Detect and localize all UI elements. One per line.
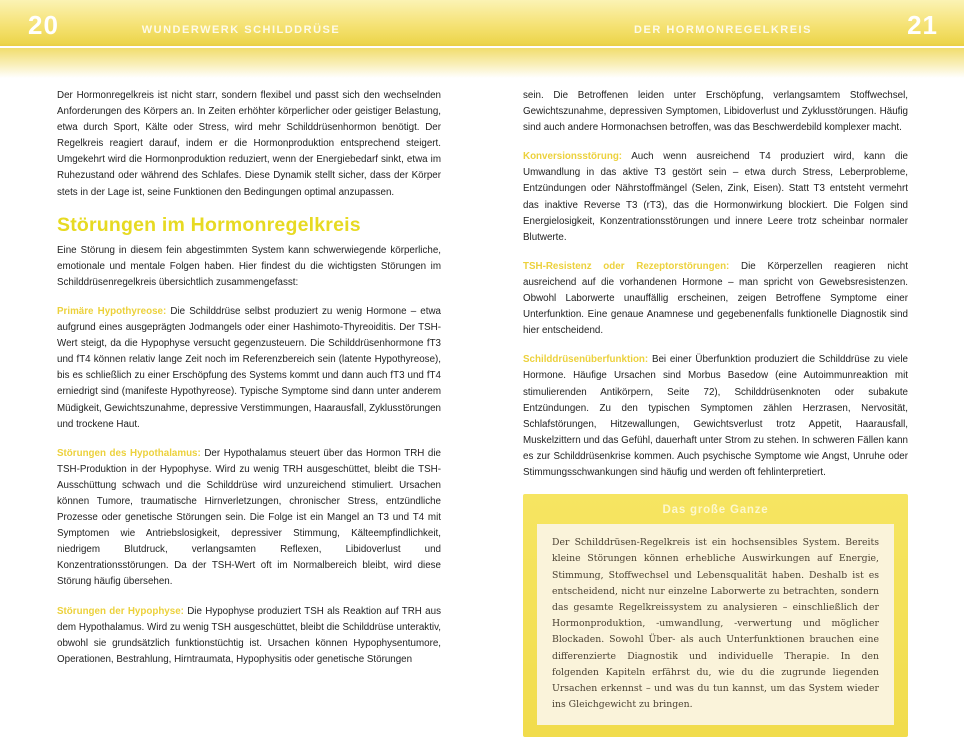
entry-tsh-resistenz xyxy=(523,259,908,339)
entry-text: Auch wenn ausreichend T4 produziert wird, kann die Umwandlung in das aktive T3 gestört sein – etwa durch Stress, Leberprobleme, Entzündungen oder Nährstoffmängel (Selen, Zink, Eisen). Statt T3 entsteht vermehrt das inaktive Reverse T3 (rT3), das die Hormonwirkung blockiert. Die Folgen sind Energielosigkeit, Konzentrationsstörungen und innere Leere trotz scheinbar normaler Blutwerte. xyxy=(523,151,908,243)
info-box xyxy=(523,494,908,737)
entry-schilddruesenueberfunktion xyxy=(523,352,908,481)
entry-label: Schilddrüsenüberfunktion: xyxy=(523,354,649,366)
header-sub-strip xyxy=(0,48,964,78)
continuation-paragraph: sein. Die Betroffenen leiden unter Erschöpfung, verlangsamtem Stoffwechsel, Gewichtszunahme, depressiven Symptomen, Libidoverlust und Zyklusstörungen. Häufig sind auch andere Hormonachsen betroffen, was das Beschwerdebild komplexer macht. xyxy=(523,90,908,134)
running-title-left: WUNDERWERK SCHILDDRÜSE xyxy=(141,24,341,36)
entry-label: Störungen der Hypophyse: xyxy=(57,605,184,617)
page-number-left: 20 xyxy=(28,10,59,40)
entry-label: TSH-Resistenz oder Rezeptorstörungen: xyxy=(523,260,730,272)
intro-paragraph: Der Hormonregelkreis ist nicht starr, sondern flexibel und passt sich den wechselnden Anforderungen des Körpers an. In Zeiten erhöhter körperlicher oder geistiger Belastung, etwa durch Sport, Kälte oder Stress, wird mehr Schilddrüsenhormon benötigt. Der Regelkreis reagiert darauf, indem er die Hormonproduktion entsprechend steigert. Umgekehrt wird die Hormonproduktion reduziert, wenn der Energiebedarf sinkt, etwa im Ruhezustand oder während des Schlafes. Diese Dynamik stellt sicher, dass der Körper stets in der Lage ist, seine Funktionen den Bedingungen optimal anzupassen. xyxy=(57,90,441,198)
info-box-text: Der Schilddrüsen-Regelkreis ist ein hochsensibles System. Bereits kleine Störungen können erhebliche Auswirkungen auf Energie, Stimmung, Stoffwechsel und Lebensqualität haben. Deshalb ist es entscheidend, nicht nur einzelne Laborwerte zu betrachten, sondern das gesamte Regelkreissystem zu analysieren – einschließlich der Hormonproduktion, -umwandlung, -verwertung und möglicher Blockaden. Sowohl Über- als auch Unterfunktionen brauchen eine differenzierte Diagnostik und individuelle Therapie. In den folgenden Kapiteln erfährst du, wie du die zugrunde liegenden Ursachen erkennst – und was du tun kannst, um das System wieder ins Gleichgewicht zu bringen. xyxy=(552,537,879,711)
info-box-body xyxy=(537,524,894,725)
entry-stoerungen-hypothalamus xyxy=(57,446,441,591)
entry-text: Die Körperzellen reagieren nicht ausreichend auf die vorhandenen Hormone – man spricht von Gewebsresistenzen. Obwohl Laborwerte unauffällig erscheinen, zeigen Betroffene Symptome einer Unterfunktion. Eine genaue Anamnese und gegebenenfalls funktionelle Diagnostik sind hier entscheidend. xyxy=(523,260,908,337)
section-heading: Störungen im Hormonregelkreis xyxy=(57,213,361,236)
entry-text: Bei einer Überfunktion produziert die Schilddrüse zu viele Hormone. Häufige Ursachen sind Morbus Basedow (eine Autoimmunreaktion mit stimulierenden Antikörpern, Seite 72), Schilddrüsenknoten oder subakute Entzündungen. Zu den typischen Symptomen zählen Herzrasen, Nervosität, Schlafstörungen, Hitzewallungen, Gewichtsverlust trotz Appetit, Haarausfall, Muskelzittern und das Gefühl, dauerhaft unter Strom zu stehen. In schweren Fällen kann es zur Schilddrüsenkrise kommen. Auch psychische Symptome wie Angst, Unruhe oder Stimmungsschwankungen sind häufig und werden oft fehlinterpretiert. xyxy=(523,354,908,478)
entry-primaere-hypothyreose xyxy=(57,304,441,433)
entry-label: Störungen des Hypothalamus: xyxy=(57,447,201,459)
running-title-right: DER HORMONREGELKREIS xyxy=(634,24,812,36)
entry-text: Der Hypothalamus steuert über das Hormon TRH die TSH-Produktion in der Hypophyse. Wird zu wenig TRH ausgeschüttet, bleibt die TSH-Ausschüttung schwach und die Schilddrüse wird unzureichend stimuliert. Ursachen können Tumore, traumatische Hirnverletzungen, chronischer Stress, entzündliche Prozesse oder genetische Störungen sein. Die Folge ist ein Mangel an T3 und T4 mit Symptomen wie Antriebslosigkeit, depressiver Stimmung, Kälteempfindlichkeit, niedrigem Blutdruck, verlangsamten Reflexen, Libidoverlust und Konzentrationsstörungen. Da der TSH-Wert oft im Normalbereich bleibt, wird diese Störung häufig übersehen. xyxy=(57,447,441,588)
entry-text: Die Hypophyse produziert TSH als Reaktion auf TRH aus dem Hypothalamus. Wird zu wenig TSH ausgeschüttet, bleibt die Schilddrüse unteraktiv, obwohl sie grundsätzlich funktionstüchtig ist. Ursachen können Hypophysentumore, Operationen, Bestrahlung, Hirntraumata, Hypophysitis oder genetische Störungen xyxy=(57,605,441,665)
entry-label: Primäre Hypothyreose: xyxy=(57,305,167,317)
info-box-title: Das große Ganze xyxy=(662,504,769,517)
left-page-column xyxy=(57,88,441,681)
section-intro-paragraph: Eine Störung in diesem fein abgestimmten System kann schwerwiegende körperliche, emotionale und mentale Folgen haben. Hier findest du die wichtigsten Störungen im Schilddrüsenregelkreis übersichtlich zusammengefasst: xyxy=(57,244,441,288)
right-page-column xyxy=(523,88,908,737)
entry-text: Die Schilddrüse selbst produziert zu wenig Hormone – etwa aufgrund eines ausgeprägten Jodmangels oder einer Hashimoto-Thyreoiditis. Der TSH-Wert steigt, da die Hypophyse versucht gegenzusteuern. Die Schilddrüsenhormone fT3 und fT4 können relativ lange Zeit noch im Referenzbereich sein (latente Hypothyreose), bis es schließlich zu einer Erschöpfung des Systems kommt und dann auch fT3 und fT4 erniedrigt sind (manifeste Hypothyreose). Typische Symptome sind dann unter anderem Müdigkeit, Gewichtszunahme, depressive Verstimmungen, Haarausfall, Zyklusstörungen und trockene Haut. xyxy=(57,305,441,430)
entry-stoerungen-hypophyse xyxy=(57,604,441,668)
entry-konversionsstoerung xyxy=(523,149,908,246)
entry-label: Konversionsstörung: xyxy=(523,151,623,163)
page-number-right: 21 xyxy=(907,10,938,40)
